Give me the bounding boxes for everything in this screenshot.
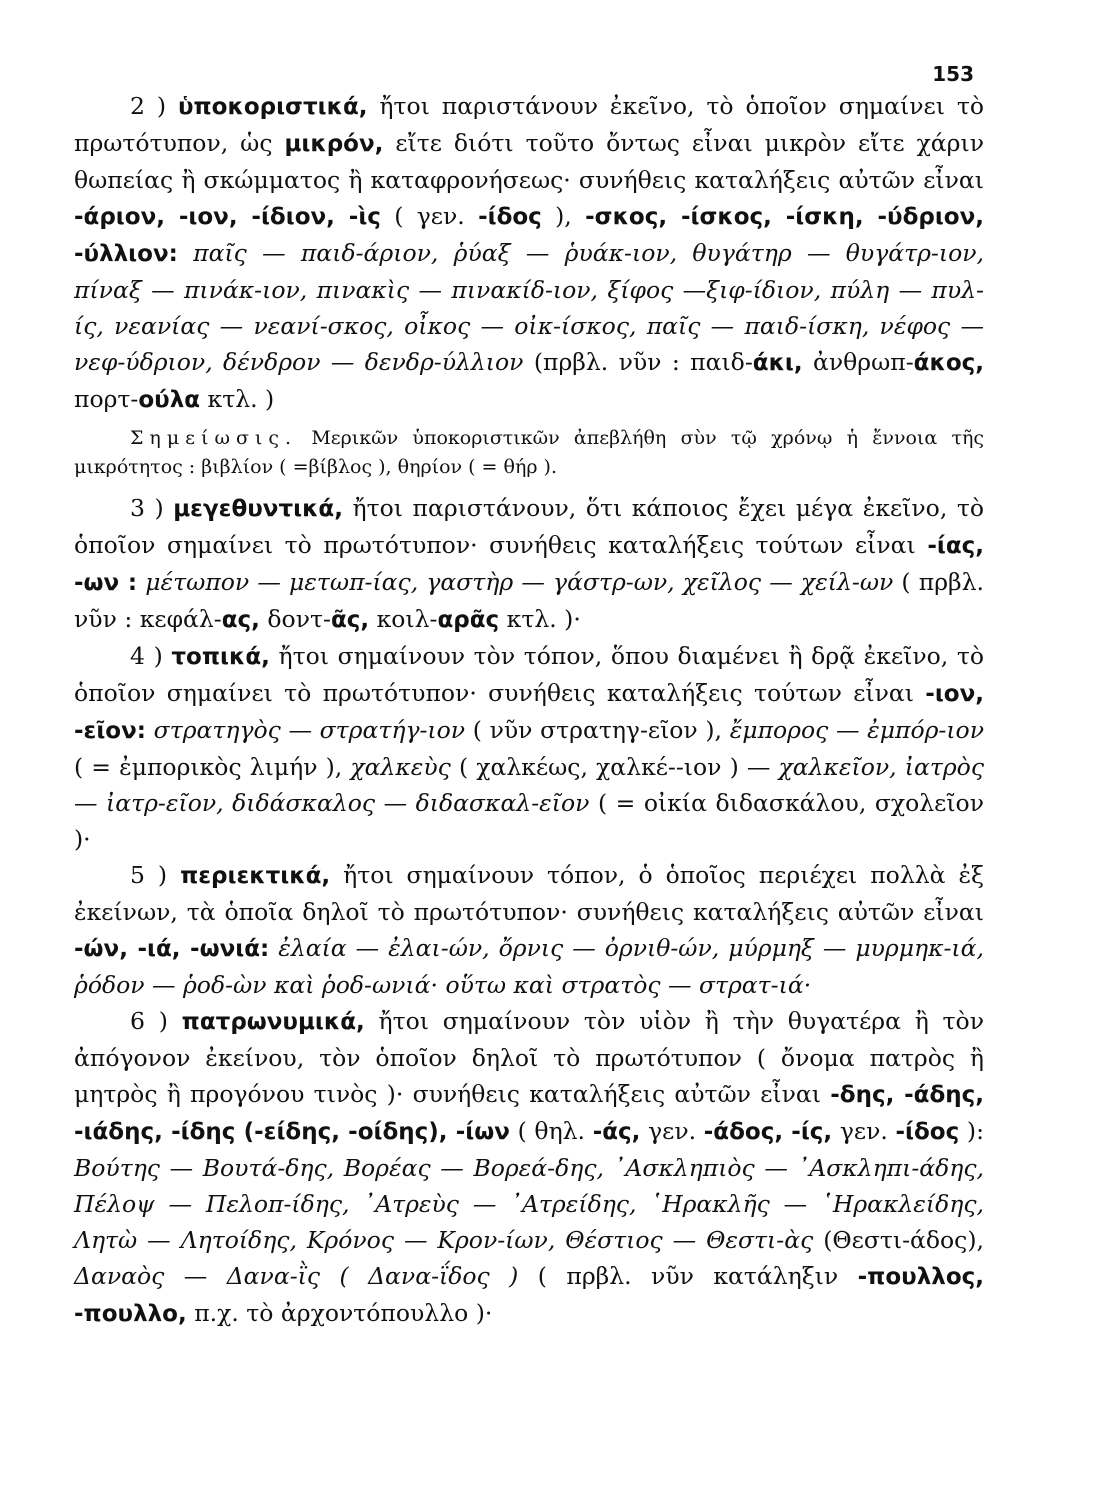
bold-term: άκι,	[752, 350, 803, 376]
bold-term: -σκος, -ίσκος, -ίσκη, -ύδριον, -ύλλιον:	[74, 204, 984, 267]
bold-term: -ίας, -ων :	[74, 533, 984, 596]
bold-term: ούλα	[138, 387, 201, 413]
text-run: ἤτοι σημαίνουν τόπον, ὁ ὁποῖος περιέχει πολλὰ ἐξ ἐκείνων, τὰ ὁποῖα δηλοῖ τὸ πρωτότυπον· συνήθεις καταλήξεις αὐτῶν εἶναι	[74, 861, 984, 926]
text-run: ἤτοι σημαίνουν τὸν τόπον, ὅπου διαμένει ἢ δρᾷ ἐκεῖνο, τὸ ὁποῖον σημαίνει τὸ πρωτότυπον· συνήθεις καταλήξεις τούτων εἶναι	[74, 642, 985, 707]
text-run: γεν.	[832, 1117, 896, 1145]
italic-example: Βούτης — Βουτά-δης, Βορέας — Βορεά-δης, ᾿Ασκληπιὸς — ᾿Ασκληπι-άδης, Πέλοψ — Πελοπ-ίδης, ᾿Ατρεὺς — ᾿Ατρείδης, ῾Ηρακλῆς — ῾Ηρακλείδης, Λητὼ — Λητοίδης, Κρόνος — Κρον-ίων, Θέστιος — Θεστι-ὰς	[74, 1154, 984, 1254]
section-6-patronymics	[74, 1003, 984, 1332]
bold-term: -ιον, -εῖον:	[74, 681, 984, 744]
text-run: κτλ. )	[200, 385, 275, 413]
section-5-collectives	[74, 857, 984, 1003]
note-label: Σημείωσις.	[130, 427, 298, 449]
page-body	[74, 88, 984, 1332]
text-run	[146, 716, 154, 744]
text-run: 4 )	[130, 642, 172, 670]
text-run: ( χαλκέως, χαλκέ--ιον ) —	[450, 753, 779, 781]
section-3-augmentatives	[74, 490, 984, 638]
text-run: ),	[541, 202, 586, 230]
text-run: κτλ. )·	[499, 605, 581, 633]
text-run: ( = οἰκία διδασκάλου, σχολεῖον )·	[74, 789, 984, 853]
note-paragraph	[74, 424, 984, 482]
text-run	[269, 934, 278, 962]
bold-term: -ών, -ιά, -ωνιά:	[74, 936, 270, 962]
italic-example: μέτωπον — μετωπ-ίας, γαστὴρ — γάστρ-ων, χεῖλος — χείλ-ων	[145, 568, 894, 596]
bold-term: μεγεθυντικά,	[173, 496, 343, 522]
text-run: ( νῦν στρατηγ-εῖον ),	[465, 716, 730, 744]
bold-term: -άριον, -ιον, -ίδιον, -ὶς	[74, 204, 381, 230]
bold-term: -πουλλος, -πουλλο,	[74, 1264, 984, 1327]
text-run: ( = ἐμπορικὸς λιμήν ),	[74, 753, 351, 781]
text-run: 6 )	[130, 1007, 182, 1035]
bold-term: αρᾶς	[437, 607, 500, 633]
section-4-locatives	[74, 638, 984, 857]
text-run: ( πρβλ. νῦν κατάληξιν	[518, 1262, 858, 1290]
text-run	[178, 239, 193, 267]
bold-term: ᾶς,	[330, 607, 370, 633]
text-run: ( θηλ.	[509, 1117, 593, 1145]
text-run: κοιλ-	[369, 605, 438, 633]
bold-term: -ίδος	[478, 204, 542, 230]
text-run: 2 )	[130, 92, 178, 120]
text-run: δοντ-	[259, 605, 331, 633]
bold-term: περιεκτικά,	[180, 863, 331, 889]
text-run: 5 )	[130, 861, 181, 889]
bold-term: μικρόν,	[284, 131, 384, 157]
bold-term: -άς,	[592, 1119, 641, 1145]
text-run: ἤτοι παριστάνουν, ὅτι κάποιος ἔχει μέγα ἐκεῖνο, τὸ ὁποῖον σημαίνει τὸ πρωτότυπον· συνήθεις καταλήξεις τούτων εἶναι	[74, 494, 985, 559]
italic-example: Δαναὸς — Δανα-ῒς ( Δανα-ΐδος )	[74, 1262, 519, 1290]
text-run: πορτ-	[74, 385, 139, 413]
text-run: ):	[959, 1117, 985, 1145]
bold-term: ας,	[221, 607, 260, 633]
italic-example: ἔμπορος — ἐμπόρ-ιον	[729, 716, 984, 744]
italic-example: χαλκεῖον, ἰατρὸς — ἰατρ-εῖον, διδάσκαλος — διδασκαλ-εῖον	[74, 753, 984, 817]
note-text: Μερικῶν ὑποκοριστικῶν ἀπεβλήθη σὺν τῷ χρόνῳ ἡ ἔννοια τῆς μικρότητος : βιβλίον ( =βίβλος ), θηρίον ( = θήρ ).	[74, 427, 985, 478]
text-run: π.χ. τὸ ἀρχοντόπουλλο )·	[186, 1299, 493, 1327]
text-run: ἀνθρωπ-	[802, 348, 914, 376]
italic-example: χαλκεὺς	[350, 753, 451, 781]
text-run: ἤτοι παριστάνουν ἐκεῖνο, τὸ ὁποῖον σημαίνει τὸ πρωτότυπον, ὡς	[74, 92, 984, 157]
bold-term: άκος,	[913, 350, 984, 376]
text-run: εἴτε διότι τοῦτο ὄντως εἶναι μικρὸν εἴτε χάριν θωπείας ἢ σκώμματος ἢ καταφρονήσεως· συνήθεις καταλήξεις αὐτῶν εἶναι	[74, 129, 984, 194]
text-run: ἤτοι σημαίνουν τὸν υἱὸν ἢ τὴν θυγατέρα ἢ τὸν ἀπόγονον ἐκείνου, τὸν ὁποῖον δηλοῖ τὸ πρωτότυπον ( ὄνομα πατρὸς ἢ μητρὸς ἢ προγόνου τινὸς )· συνήθεις καταλήξεις αὐτῶν εἶναι	[74, 1007, 984, 1108]
text-run: ( πρβλ. νῦν : κεφάλ-	[74, 568, 984, 633]
section-2-diminutives	[74, 88, 984, 418]
italic-example: παῖς — παιδ-άριον, ῥύαξ — ῥυάκ-ιον, θυγάτηρ — θυγάτρ-ιον, πίναξ — πινάκ-ιον, πινακὶς — πινακίδ-ιον, ξίφος —ξιφ-ίδιον, πύλη — πυλ-ίς, νεανίας — νεανί-σκος, οἶκος — οἰκ-ίσκος, παῖς — παιδ-ίσκη, νέφος — νεφ-ύδριον, δένδρον — δενδρ-ύλλιον	[74, 239, 984, 376]
italic-example: ἐλαία — ἐλαι-ών, ὄρνις — ὀρνιθ-ών, μύρμηξ — μυρμηκ-ιά, ῥόδον — ῥοδ-ὼν καὶ ῥοδ-ωνιά· οὕτω καὶ στρατὸς — στρατ-ιά·	[74, 934, 984, 999]
bold-term: -δης, -άδης, -ιάδης, -ίδης (-είδης, -οίδης), -ίων	[74, 1082, 984, 1145]
italic-example: στρατηγὸς — στρατήγ-ιον	[153, 716, 466, 744]
text-run: (Θεστι-άδος),	[813, 1226, 984, 1254]
text-run: γεν.	[640, 1117, 704, 1145]
bold-term: ὑποκοριστικά,	[177, 94, 368, 120]
text-run: 3 )	[130, 494, 174, 522]
text-run: ( γεν.	[380, 202, 479, 230]
text-run: (πρβλ. νῦν : παιδ-	[523, 348, 753, 376]
page-number: 153	[932, 62, 974, 86]
bold-term: -ίδος	[895, 1119, 960, 1145]
bold-term: πατρωνυμικά,	[181, 1009, 365, 1035]
bold-term: τοπικά,	[171, 644, 270, 670]
bold-term: -άδος, -ίς,	[703, 1119, 833, 1145]
